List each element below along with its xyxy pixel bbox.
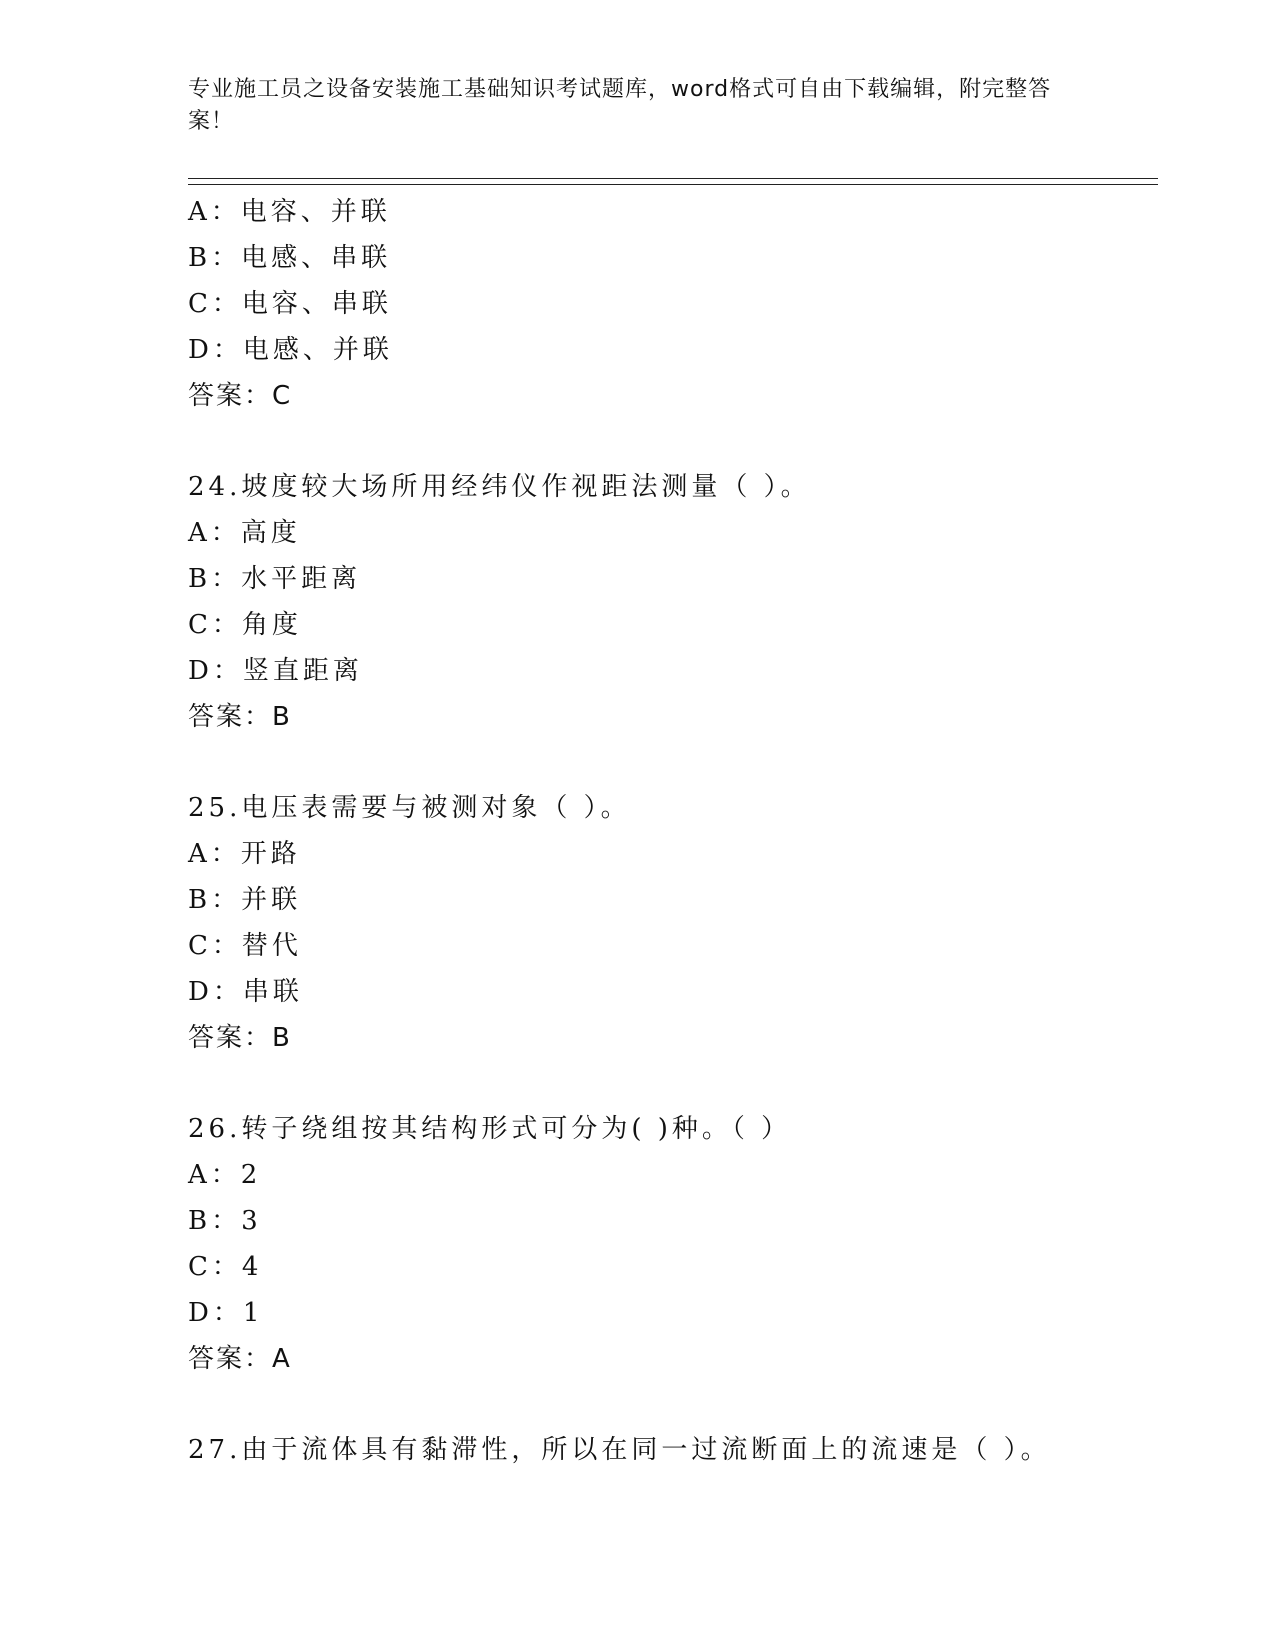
option-b: B：并联 <box>188 885 302 915</box>
option-a: A：高度 <box>188 518 301 548</box>
option-c: C：4 <box>188 1252 263 1282</box>
document-header: 专业施工员之设备安装施工基础知识考试题库，word格式可自由下载编辑，附完整答案！ <box>188 77 1052 134</box>
question-stem: 26.转子绕组按其结构形式可分为( )种。（ ） <box>188 1114 792 1144</box>
answer-line: 答案：A <box>188 1344 292 1374</box>
answer-line: 答案：B <box>188 1023 292 1053</box>
option-c: C：电容、串联 <box>188 289 392 319</box>
option-a: A：开路 <box>188 839 301 869</box>
question-block-24 <box>188 464 1158 740</box>
option-d: D：1 <box>188 1298 264 1328</box>
option-c: C：角度 <box>188 610 302 640</box>
option-b: B：电感、串联 <box>188 243 392 273</box>
question-stem: 24.坡度较大场所用经纬仪作视距法测量（ ）。 <box>188 472 811 502</box>
question-block-25 <box>188 785 1158 1061</box>
option-b: B：水平距离 <box>188 564 362 594</box>
spacer <box>188 419 1158 464</box>
question-block-27 <box>188 1427 1158 1473</box>
spacer <box>188 740 1158 785</box>
answer-line: 答案：B <box>188 702 292 732</box>
option-d: D：竖直距离 <box>188 656 363 686</box>
option-a: A：2 <box>188 1160 262 1190</box>
question-stem: 25.电压表需要与被测对象（ ）。 <box>188 793 631 823</box>
header-divider <box>188 178 1158 185</box>
option-d: D：电感、并联 <box>188 335 393 365</box>
question-stem: 27.由于流体具有黏滞性，所以在同一过流断面上的流速是（ ）。 <box>188 1435 1051 1465</box>
option-c: C：替代 <box>188 931 302 961</box>
answer-line: 答案：C <box>188 381 293 411</box>
option-d: D：串联 <box>188 977 303 1007</box>
spacer <box>188 1382 1158 1427</box>
question-block-26 <box>188 1106 1158 1382</box>
option-b: B：3 <box>188 1206 262 1236</box>
question-block-23 <box>188 189 1158 419</box>
question-list <box>188 189 1158 1473</box>
spacer <box>188 1061 1158 1106</box>
option-a: A：电容、并联 <box>188 197 391 227</box>
